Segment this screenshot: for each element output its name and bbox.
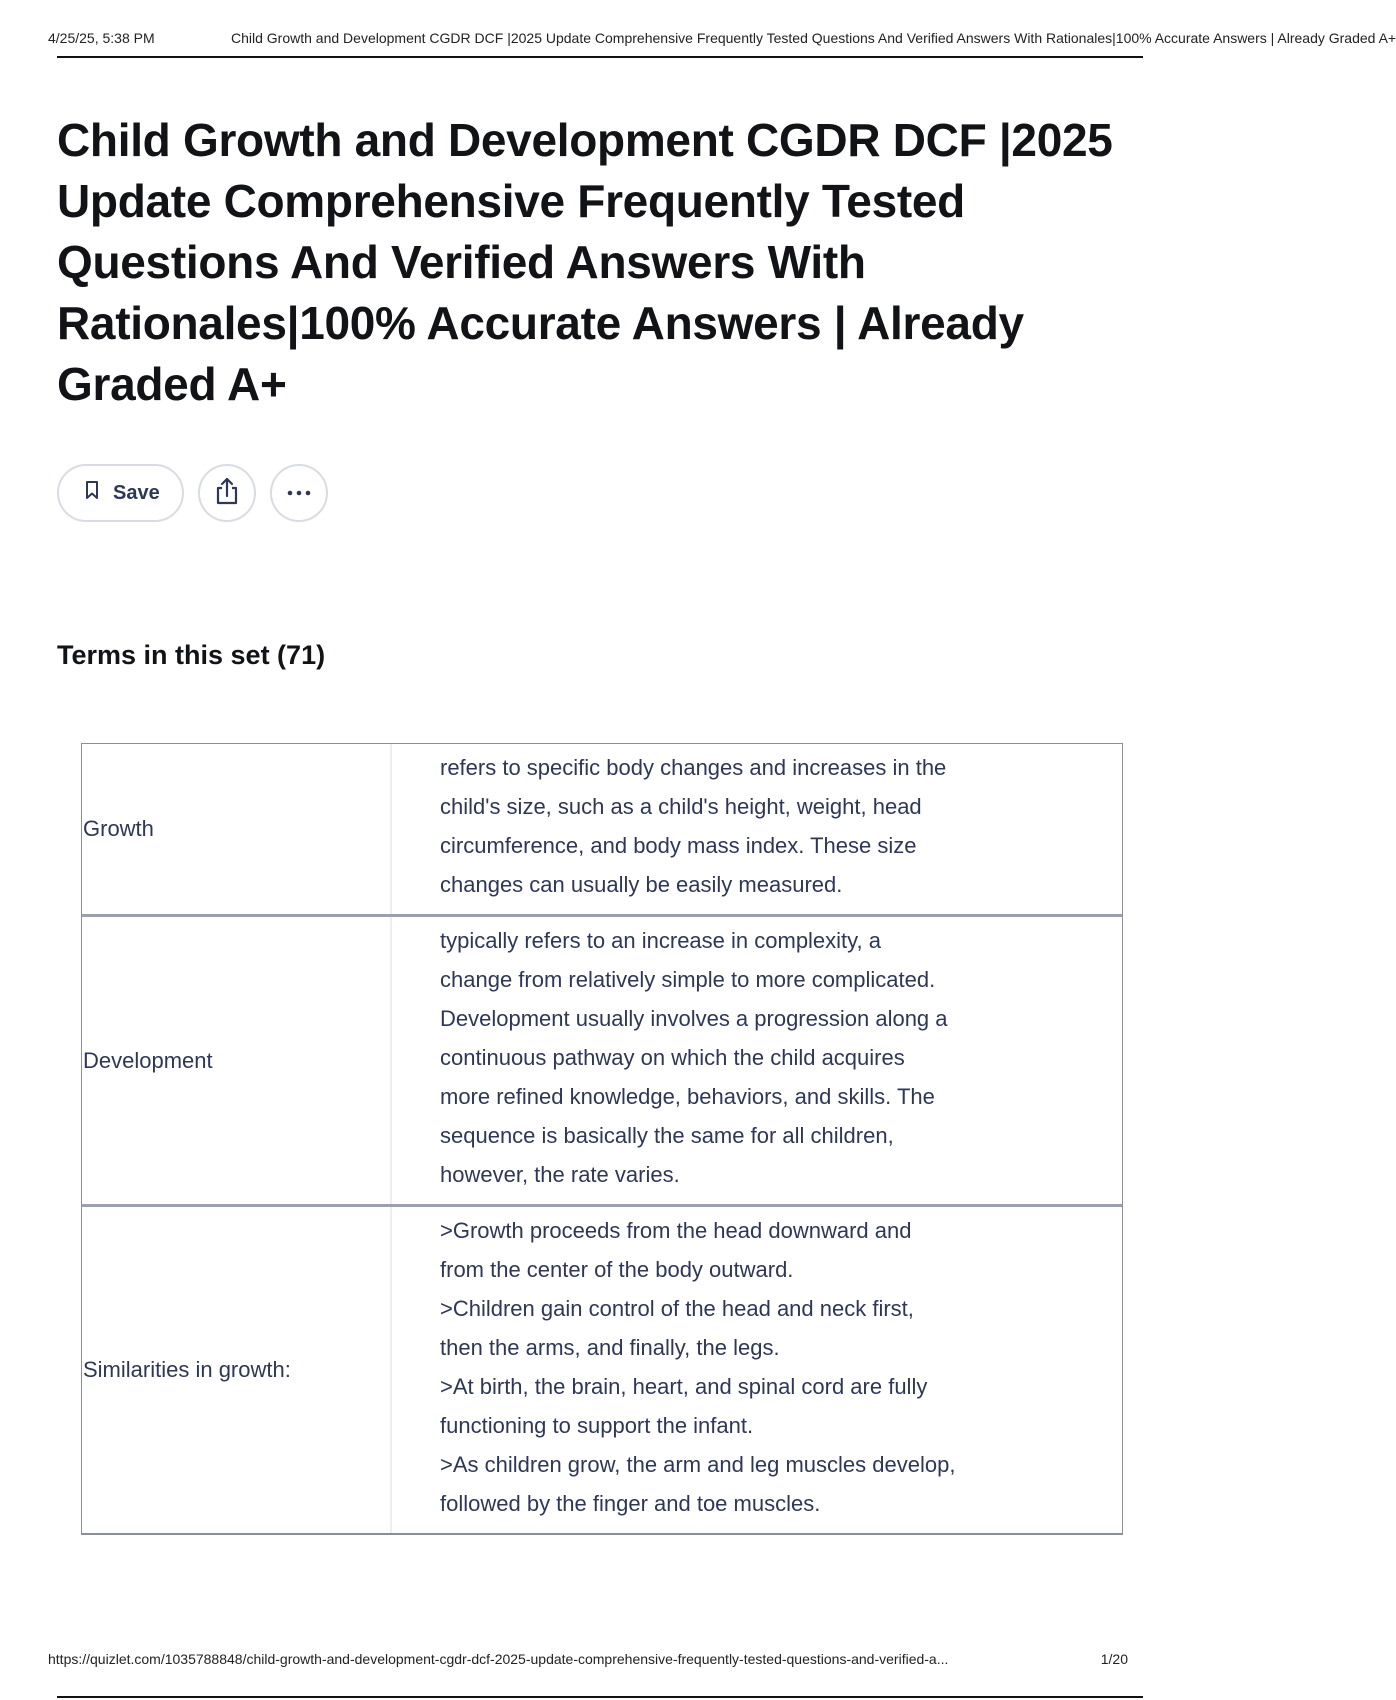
definition-line: refers to specific body changes and increases in the [440,755,947,780]
definition-line: child's size, such as a child's height, weight, head [440,794,922,819]
definition-line: changes can usually be easily measured. [440,872,843,897]
terms-heading: Terms in this set (71) [57,640,326,670]
print-footer [48,1651,1150,1667]
page-indicator: 1/20 [1100,1651,1128,1667]
definition-line: from the center of the body outward. [440,1257,794,1282]
definition-line: however, the rate varies. [440,1162,680,1187]
more-options-button[interactable] [270,464,328,522]
definition-line: >Growth proceeds from the head downward and [440,1218,912,1243]
term-definition [392,744,1122,914]
page-title: Child Growth and Development CGDR DCF |2025 Update Comprehensive Frequently Tested Questions And Verified Answers With Rationales|100% Accurate Answers | Already Graded A+ [57,114,1113,410]
share-button[interactable] [198,464,256,522]
page-url: https://quizlet.com/1035788848/child-growth-and-development-cgdr-dcf-2025-update-comprehensive-frequently-tested-questions-and-verified-a... [48,1651,949,1667]
definition-line: typically refers to an increase in complexity, a [440,928,881,953]
save-button[interactable] [57,464,184,522]
term-word: Similarities in growth: [82,1207,392,1533]
footer-divider [57,1696,1143,1698]
print-timestamp: 4/25/25, 5:38 PM [48,30,155,46]
definition-line: circumference, and body mass index. These size [440,833,917,858]
term-row [82,744,1122,914]
definition-line: >At birth, the brain, heart, and spinal cord are fully [440,1374,928,1399]
print-header [48,30,1396,46]
definition-line: then the arms, and finally, the legs. [440,1335,780,1360]
definition-line: continuous pathway on which the child acquires [440,1045,905,1070]
definition-line: >As children grow, the arm and leg muscles develop, [440,1452,956,1477]
term-definition [392,1207,1122,1533]
definition-line: followed by the finger and toe muscles. [440,1491,821,1516]
definition-line: sequence is basically the same for all children, [440,1123,894,1148]
action-bar [57,464,328,522]
term-row [82,914,1122,1204]
term-word: Development [82,917,392,1204]
more-icon [285,484,313,502]
share-icon [213,476,241,511]
term-word: Growth [82,744,392,914]
definition-line: functioning to support the infant. [440,1413,754,1438]
term-row [82,1204,1122,1533]
header-divider [57,56,1143,58]
definition-line: Development usually involves a progression along a [440,1006,948,1031]
definition-line: >Children gain control of the head and neck first, [440,1296,914,1321]
print-document-title: Child Growth and Development CGDR DCF |2025 Update Comprehensive Frequently Tested Questions And Verified Answers With Rationales|100% Accurate Answers | Already Graded A+ [231,30,1396,46]
bookmark-icon [85,480,99,506]
definition-line: more refined knowledge, behaviors, and skills. The [440,1084,935,1109]
definition-line: change from relatively simple to more complicated. [440,967,936,992]
terms-table [81,743,1123,1535]
save-button-label: Save [113,481,160,504]
term-definition [392,917,1122,1204]
